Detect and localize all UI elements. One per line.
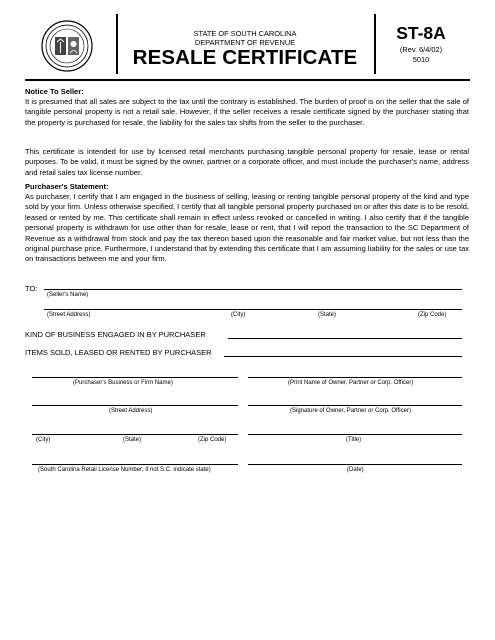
license-number-line[interactable] (32, 464, 238, 465)
date-line[interactable] (248, 464, 462, 465)
items-sold-label: ITEMS SOLD, LEASED OR RENTED BY PURCHASER (25, 348, 212, 357)
purchaser-state-caption: (State) (123, 437, 142, 443)
to-label: TO: (25, 284, 38, 293)
form-code: ST-8A (396, 23, 446, 43)
notice-paragraph-1: It is presumed that all sales are subject to the tax until the contrary is established. The burden of proof is on the seller that the sale of tangible personal property is not a retail sale. However, if the seller receives a resale certificate signed by the purchaser stating that the property is purchased for resale, the liability for the sales tax shifts from the seller to the purchaser. (25, 97, 469, 127)
title-caption: (Title) (346, 437, 362, 443)
seller-street-caption: (Street Address) (47, 312, 91, 318)
purchaser-business-line[interactable] (32, 377, 238, 378)
seller-address-line[interactable] (44, 309, 462, 310)
header-rule (25, 79, 470, 81)
purchaser-street-caption: (Street Address) (109, 408, 153, 414)
notice-paragraph-2: This certificate is intended for use by licensed retail merchants purchasing tangible personal property for resale, lease or rental purposes. To be valid, it must be signed by the owner, partner or a corporate officer, and must include the purchaser's name, address and retail sales tax license number. (25, 147, 469, 177)
items-sold-line[interactable] (224, 356, 462, 357)
license-number-caption: (South Carolina Retail License Number; if not S.C. indicate state) (38, 467, 211, 473)
seller-state-caption: (State) (318, 312, 337, 318)
state-name: STATE OF SOUTH CAROLINA (193, 29, 297, 38)
statement-heading: Purchaser's Statement: (25, 182, 109, 191)
purchaser-zip-caption: (Zip Code) (198, 437, 227, 443)
header-divider-right (374, 14, 376, 74)
signature-caption: (Signature of Owner, Partner or Corp. Officer) (290, 408, 411, 414)
purchaser-business-caption: (Purchaser's Business or Firm Name) (73, 380, 173, 386)
kind-of-business-line[interactable] (228, 338, 462, 339)
purchaser-street-line[interactable] (32, 405, 238, 406)
statement-paragraph: As purchaser, I certify that I am engaged in the business of selling, leasing or renting tangible personal property of the kind and type sold by your firm. Unless otherwise specified, I certify that all tangible personal property purchased on or after this date is to be resold, leased or rented by me. This certificate shall remain in effect unless revoked or cancelled in writing. I also certify that if the tangible personal property is withdrawn for use other than for resale, lease or rent, that I will report the transaction to the SC Department of Revenue as a withdrawal from stock and pay the tax thereon based upon the reasonable and fair market value, but not less than the original purchase price. Furthermore, I understand that by extending this certificate that I am assuming liability for the sales or use tax on transactions between me and your firm. (25, 192, 469, 264)
page-title: RESALE CERTIFICATE (132, 46, 358, 69)
notice-heading: Notice To Seller: (25, 87, 84, 96)
signature-line[interactable] (248, 405, 462, 406)
department-name: DEPARTMENT OF REVENUE (194, 38, 296, 47)
title-line[interactable] (248, 434, 462, 435)
purchaser-city-line[interactable] (32, 434, 238, 435)
kind-of-business-label: KIND OF BUSINESS ENGAGED IN BY PURCHASER (25, 330, 206, 339)
seller-city-caption: (City) (231, 312, 246, 318)
print-name-caption: (Print Name of Owner, Partner or Corp. Officer) (288, 380, 414, 386)
date-caption: (Date) (347, 467, 364, 473)
sellers-name-line[interactable] (44, 289, 462, 290)
purchaser-city-caption: (City) (36, 437, 51, 443)
seller-zip-caption: (Zip Code) (418, 312, 447, 318)
print-name-line[interactable] (248, 377, 462, 378)
revision-date: (Rev. 6/4/02) (399, 45, 443, 54)
sellers-name-caption: (Seller's Name) (47, 292, 89, 298)
state-seal-icon (41, 20, 93, 72)
form-number: 5010 (412, 55, 430, 64)
